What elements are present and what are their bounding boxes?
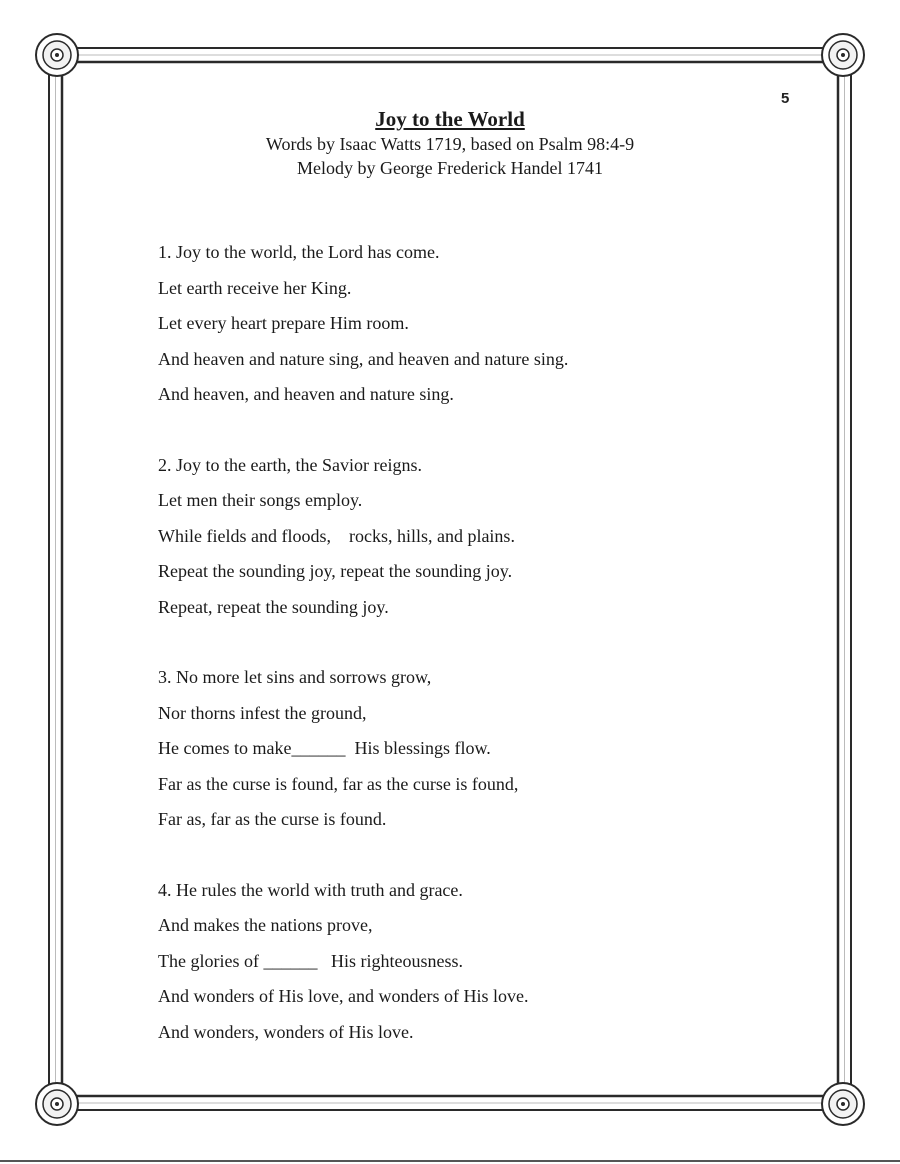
header	[0, 106, 900, 180]
credits-melody: Melody by George Frederick Handel 1741	[296, 158, 604, 178]
corner-knob-top-right-icon	[822, 34, 864, 76]
lyric-line: Far as, far as the curse is found.	[158, 809, 387, 829]
verse-2	[158, 448, 798, 626]
lyric-line: Nor thorns infest the ground,	[158, 702, 367, 723]
lyric-line: And heaven, and heaven and nature sing.	[158, 384, 454, 404]
lyric-line: Repeat, repeat the sounding joy.	[158, 596, 389, 617]
credits-words: Words by Isaac Watts 1719, based on Psalm 98:4-9	[265, 134, 635, 154]
lyric-line: 4. He rules the world with truth and grace.	[158, 879, 463, 900]
corner-knob-bottom-right-icon	[822, 1083, 864, 1125]
bottom-edge-rule	[0, 1160, 900, 1162]
lyric-line: 2. Joy to the earth, the Savior reigns.	[158, 454, 422, 475]
lyric-line: 1. Joy to the world, the Lord has come.	[158, 242, 440, 262]
lyric-line: And makes the nations prove,	[158, 915, 373, 935]
corner-knob-bottom-left-icon	[36, 1083, 78, 1125]
lyric-line: Repeat the sounding joy, repeat the sounding joy.	[158, 561, 513, 581]
lyric-line: And heaven and nature sing, and heaven and nature sing.	[158, 348, 569, 369]
lyric-line: Let every heart prepare Him room.	[158, 313, 409, 333]
corner-knob-top-left-icon	[36, 34, 78, 76]
lyric-line: Let men their songs employ.	[158, 490, 363, 510]
lyric-line: Far as the curse is found, far as the curse is found,	[158, 773, 519, 794]
lyric-line: While fields and floods, rocks, hills, and plains.	[158, 525, 515, 546]
lyric-line: 3. No more let sins and sorrows grow,	[158, 667, 432, 687]
verse-3	[158, 660, 798, 838]
verse-4	[158, 873, 798, 1051]
lyric-line-with-blank: He comes to make______ His blessings flow.	[158, 738, 491, 758]
lyric-line: And wonders, wonders of His love.	[158, 1021, 414, 1042]
page-number: 5	[781, 90, 790, 107]
lyric-line: Let earth receive her King.	[158, 277, 352, 298]
verse-1	[158, 235, 798, 413]
lyrics	[158, 235, 798, 1085]
song-title: Joy to the World	[375, 107, 525, 131]
lyric-line: And wonders of His love, and wonders of His love.	[158, 986, 529, 1006]
lyric-line-with-blank: The glories of ______ His righteousness.	[158, 950, 463, 971]
